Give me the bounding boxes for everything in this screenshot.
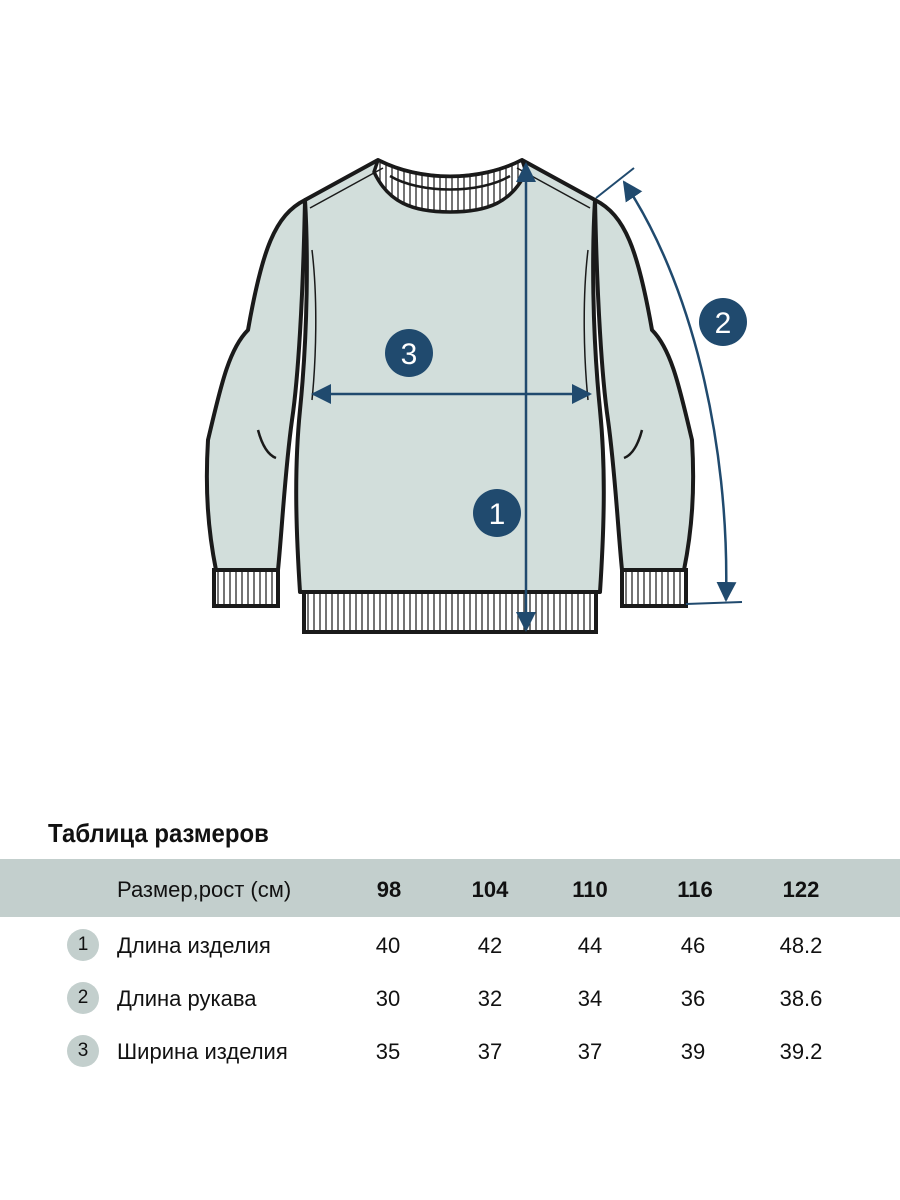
svg-text:1: 1 xyxy=(488,498,506,531)
table-cell: 39 xyxy=(680,1039,706,1064)
right-cuff xyxy=(622,570,686,606)
table-cell: 44 xyxy=(577,933,603,958)
table-title: Таблица размеров xyxy=(48,818,269,848)
size-header-104: 104 xyxy=(471,877,509,902)
row-label: Ширина изделия xyxy=(117,1039,288,1064)
svg-text:2: 2 xyxy=(714,307,732,340)
row-number-badge: 1 xyxy=(67,929,99,961)
table-cell: 36 xyxy=(680,986,706,1011)
table-cell: 30 xyxy=(375,986,401,1011)
table-cell: 32 xyxy=(477,986,503,1011)
right-sleeve xyxy=(595,200,693,570)
table-cell: 46 xyxy=(680,933,706,958)
table-cell: 34 xyxy=(577,986,603,1011)
marker-1 xyxy=(473,489,521,537)
size-header-110: 110 xyxy=(572,877,608,902)
row-number-badge: 3 xyxy=(67,1035,99,1067)
marker-2 xyxy=(699,298,747,346)
left-cuff xyxy=(214,570,278,606)
table-cell: 37 xyxy=(577,1039,603,1064)
table-cell: 39.2 xyxy=(779,1039,823,1064)
table-cell: 42 xyxy=(477,933,503,958)
waistband xyxy=(304,592,596,632)
header-label: Размер,рост (см) xyxy=(117,877,292,902)
garment-body xyxy=(296,160,604,592)
size-header-116: 116 xyxy=(677,877,713,902)
table-cell: 38.6 xyxy=(779,986,823,1011)
row-label: Длина рукава xyxy=(117,986,257,1011)
row-label: Длина изделия xyxy=(117,933,271,958)
row-number-badge: 2 xyxy=(67,982,99,1014)
table-cell: 37 xyxy=(477,1039,503,1064)
table-cell: 48.2 xyxy=(779,933,823,958)
size-header-122: 122 xyxy=(782,877,820,902)
marker-3 xyxy=(385,329,433,377)
left-sleeve xyxy=(207,200,305,570)
table-cell: 40 xyxy=(375,933,401,958)
size-header-98: 98 xyxy=(376,877,402,902)
svg-text:3: 3 xyxy=(400,338,418,371)
table-cell: 35 xyxy=(375,1039,401,1064)
